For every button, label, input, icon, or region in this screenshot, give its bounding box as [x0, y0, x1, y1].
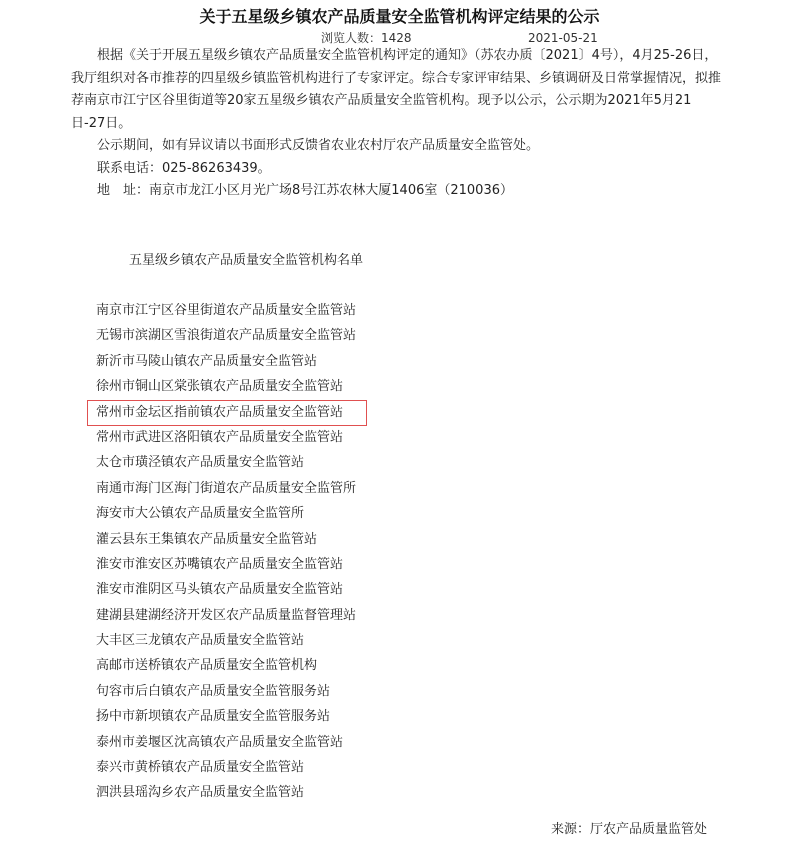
source-credit: 来源：厅农产品质量监管处: [550, 822, 707, 837]
list-item: 淮安市淮安区苏嘴镇农产品质量安全监管站: [96, 556, 344, 572]
list-item: 无锡市滨湖区雪浪街道农产品质量安全监管站: [96, 328, 357, 344]
page-title: 关于五星级乡镇农产品质量安全监管机构评定结果的公示: [199, 7, 600, 26]
list-item: 泗洪县瑶沟乡农产品质量安全监管站: [96, 785, 305, 801]
list-item: 淮安市淮阴区马头镇农产品质量安全监管站: [96, 582, 344, 598]
list-item: 大丰区三龙镇农产品质量安全监管站: [96, 633, 305, 649]
contact-address: 地 址：南京市龙江小区月光广场8号江苏农林大厦1406室（210036）: [97, 183, 513, 198]
highlight-box: [87, 400, 367, 426]
paragraph-objection: 公示期间，如有异议请以书面形式反馈省农业农村厅农产品质量安全监管处。: [97, 138, 540, 153]
list-item: 南京市江宁区谷里街道农产品质量安全监管站: [96, 303, 357, 318]
article-body: [71, 45, 721, 203]
list-item: 常州市武进区洛阳镇农产品质量安全监管站: [96, 429, 344, 445]
list-item: 高邮市送桥镇农产品质量安全监管机构: [96, 658, 318, 674]
organization-list: [96, 298, 356, 806]
list-item: 太仓市璜泾镇农产品质量安全监管站: [96, 455, 305, 471]
list-item: 海安市大公镇农产品质量安全监管所: [96, 506, 305, 522]
list-item: 建湖县建湖经济开发区农产品质量监督管理站: [96, 607, 357, 623]
view-count: 浏览人数：1428: [321, 31, 412, 45]
list-item: 南通市海门区海门街道农产品质量安全监管所: [96, 480, 357, 496]
publish-date: 2021-05-21: [528, 31, 598, 45]
paragraph-intro: 根据《关于开展五星级乡镇农产品质量安全监管机构评定的通知》（苏农办质〔2021〕4号），4月25-26日，我厅组织对各市推荐的四星级乡镇监管机构进行了专家评定。综合专家评审结果、乡镇调研及日常掌握情况，拟推荐南京市江宁区谷里街道等20家五星级乡镇农产品质量安全监管机构。现予以公示，公示期为2021年5月21日-27日。: [71, 48, 722, 131]
list-item: 泰兴市黄桥镇农产品质量安全监管站: [96, 760, 305, 776]
contact-phone: 联系电话：025-86263439。: [97, 160, 271, 176]
list-item: 扬中市新坝镇农产品质量安全监管服务站: [96, 709, 331, 725]
list-title: 五星级乡镇农产品质量安全监管机构名单: [129, 253, 364, 268]
list-item: 灌云县东王集镇农产品质量安全监管站: [96, 531, 318, 547]
list-item: 泰州市姜堰区沈高镇农产品质量安全监管站: [96, 734, 344, 750]
list-item: 新沂市马陵山镇农产品质量安全监管站: [96, 353, 318, 369]
list-item: 句容市后白镇农产品质量安全监管服务站: [96, 683, 331, 699]
list-item: 徐州市铜山区棠张镇农产品质量安全监管站: [96, 379, 344, 395]
list-item: 常州市金坛区指前镇农产品质量安全监管站: [96, 404, 344, 420]
